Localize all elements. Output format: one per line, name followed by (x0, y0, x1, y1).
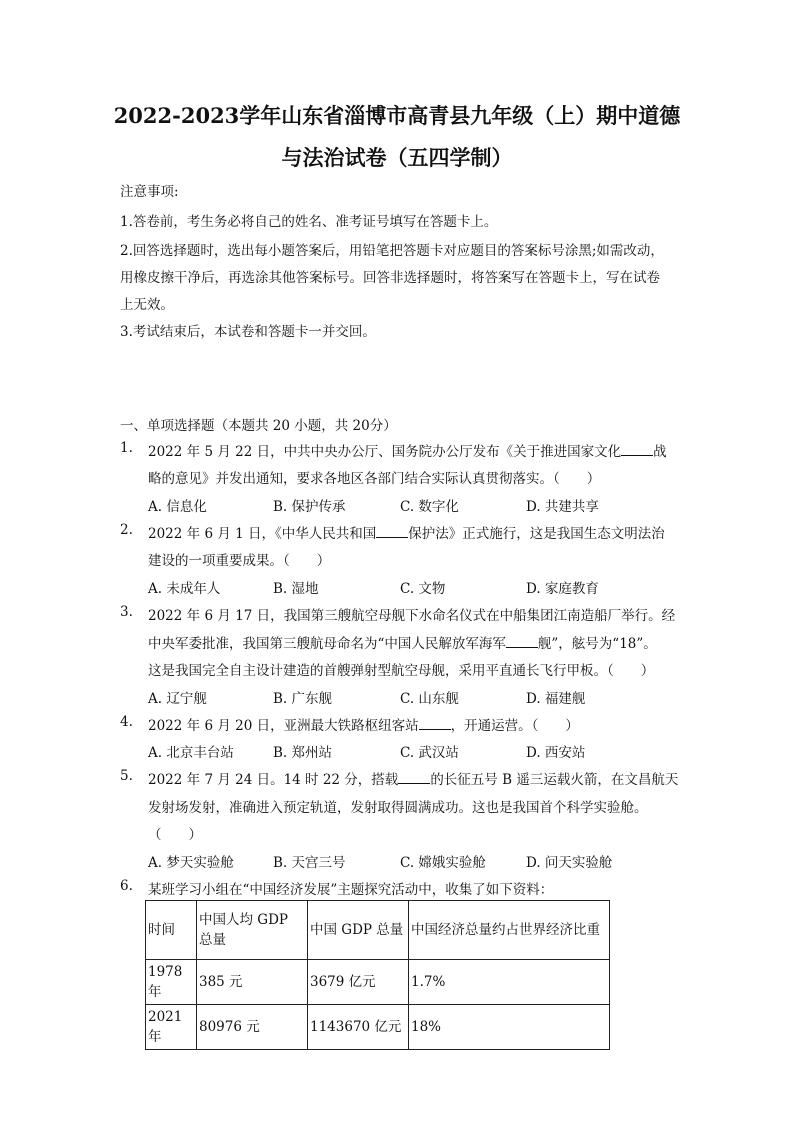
option-b: B. 广东舰 (273, 691, 333, 707)
question-text: 2022 年 5 月 22 日，中共中央办公厅、国务院办公厅发布《关于推进国家文化 战 (148, 444, 667, 460)
table-cell: 385 元 (197, 960, 308, 1005)
option-a: A. 信息化 (148, 499, 207, 515)
answer-blank (621, 443, 653, 456)
question-text: 2022 年 6 月 20 日，亚洲最大铁路枢纽客站 ，开通运营。（ ） (148, 718, 579, 734)
table-cell: 18% (409, 1005, 610, 1050)
table-row (146, 1005, 610, 1050)
question-text: 中央军委批准，我国第三艘航母命名为“中国人民解放军海军 舰”，舷号为“18”。 (148, 636, 657, 652)
exam-title-line1: 2022-2023学年山东省淄博市高青县九年级（上）期中道德 (113, 103, 681, 128)
table-header-cell: 时间 (146, 901, 197, 960)
question-text: 略的意见》并发出通知，要求各地区各部门结合实际认真贯彻落实。（ ） (148, 471, 601, 487)
table-cell: 1143670 亿元 (308, 1005, 409, 1050)
table-header-cell: 中国人均 GDP 总量 (197, 901, 308, 960)
option-a: A. 辽宁舰 (148, 691, 207, 707)
option-a: A. 北京丰台站 (148, 745, 234, 761)
option-c: C. 数字化 (400, 499, 459, 515)
table-cell: 3679 亿元 (308, 960, 409, 1005)
question-text: 2022 年 7 月 24 日。14 时 22 分，搭载 的长征五号 B 遥三运载火箭，在文昌航天 (148, 772, 679, 788)
table-cell: 1978 年 (146, 960, 197, 1005)
table-header-cell: 中国 GDP 总量 (308, 901, 409, 960)
question-text: 2022 年 6 月 17 日，我国第三艘航空母舰下水命名仪式在中船集团江南造船厂举行。经 (148, 608, 676, 624)
table-header-row (146, 901, 610, 960)
option-c: C. 嫦娥实验舱 (400, 855, 486, 871)
option-a: A. 梦天实验舱 (148, 855, 234, 871)
option-c: C. 武汉站 (400, 745, 459, 761)
notice-heading: 注意事项: (120, 184, 179, 200)
answer-blank (419, 717, 451, 730)
question-text: 发射场发射，准确进入预定轨道，发射取得圆满成功。这也是我国首个科学实验舱。 (148, 800, 648, 816)
table-cell: 2021 年 (146, 1005, 197, 1050)
option-d: D. 福建舰 (526, 691, 586, 707)
option-c: C. 山东舰 (400, 691, 459, 707)
option-b: B. 保护传承 (273, 499, 346, 515)
table-cell: 80976 元 (197, 1005, 308, 1050)
question-text: 2022 年 6 月 1 日，《中华人民共和国 保护法》正式施行，这是我国生态文明法治 (148, 526, 665, 542)
question-text: 这是我国完全自主设计建造的首艘弹射型航空母舰，采用平直通长飞行甲板。（ ） (148, 663, 655, 679)
question-number: 2. (120, 522, 133, 538)
section-heading: 一、单项选择题（本题共 20 小题，共 20分） (120, 418, 397, 434)
notice-item-2: 2.回答选择题时，选出每小题答案后，用铅笔把答题卡对应题目的答案标号涂黑;如需改动， (120, 243, 664, 259)
question-number: 4. (120, 714, 133, 730)
question-number: 3. (120, 604, 133, 620)
question-text: 建设的一项重要成果。（ ） (148, 553, 331, 569)
table-cell: 1.7% (409, 960, 610, 1005)
question-text: 某班学习小组在“中国经济发展”主题探究活动中，收集了如下资料： (148, 882, 554, 898)
option-b: B. 湿地 (273, 581, 319, 597)
question-number: 5. (120, 768, 133, 784)
notice-item-1: 1.答卷前，考生务必将自己的姓名、准考证号填写在答题卡上。 (120, 214, 498, 230)
notice-item-2-end: 上无效。 (120, 297, 174, 313)
table-row (146, 960, 610, 1005)
option-c: C. 文物 (400, 581, 446, 597)
option-b: B. 天宫三号 (273, 855, 346, 871)
option-b: B. 郑州站 (273, 745, 333, 761)
option-d: D. 共建共享 (526, 499, 599, 515)
option-a: A. 未成年人 (148, 581, 221, 597)
answer-blank (506, 635, 538, 648)
question-text: （ ） (148, 827, 202, 843)
answer-blank (376, 525, 408, 538)
gdp-data-table (145, 900, 610, 1050)
notice-item-2-cont: 用橡皮擦干净后，再选涂其他答案标号。回答非选择题时，将答案写在答题卡上，写在试卷 (120, 270, 660, 286)
option-d: D. 家庭教育 (526, 581, 599, 597)
table-header-cell: 中国经济总量约占世界经济比重 (409, 901, 610, 960)
option-d: D. 问天实验舱 (526, 855, 613, 871)
answer-blank (398, 771, 430, 784)
option-d: D. 西安站 (526, 745, 586, 761)
question-number: 1. (120, 440, 133, 456)
notice-item-3: 3.考试结束后，本试卷和答题卡一并交回。 (120, 324, 376, 340)
exam-title-line2: 与法治试卷（五四学制） (281, 145, 513, 170)
question-number: 6. (120, 878, 133, 894)
